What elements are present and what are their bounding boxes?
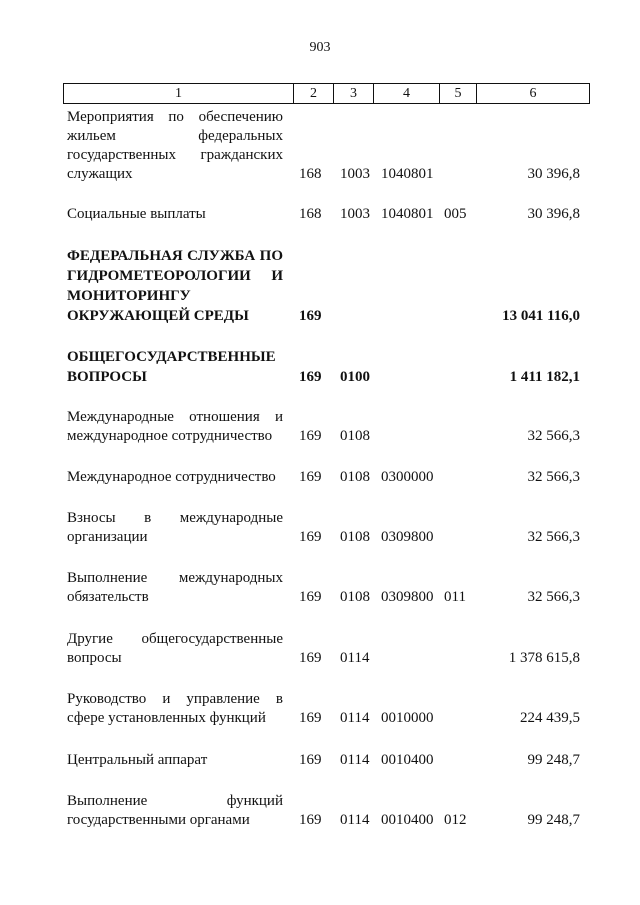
row-name: Выполнение международных обязательств — [67, 570, 283, 605]
table-row — [0, 748, 640, 770]
row-article: 1040801 — [381, 206, 434, 222]
header-col-5: 5 — [439, 84, 476, 103]
row-article: 0010400 — [381, 752, 434, 768]
row-article: 0309800 — [381, 589, 434, 605]
row-article: 0010000 — [381, 710, 434, 726]
header-col-4: 4 — [373, 84, 439, 103]
row-section: 0100 — [340, 369, 370, 385]
row-article: 0300000 — [381, 469, 434, 485]
row-section: 0108 — [340, 428, 370, 444]
header-col-2: 2 — [293, 84, 333, 103]
table-row — [0, 345, 640, 387]
row-sum: 30 396,8 — [527, 206, 580, 222]
row-code: 169 — [299, 710, 322, 726]
row-name: Выполнение функций государственными органами — [67, 793, 283, 828]
row-section: 1003 — [340, 166, 370, 182]
row-code: 169 — [299, 369, 322, 385]
row-article: 0309800 — [381, 529, 434, 545]
row-name: Международное сотрудничество — [67, 469, 276, 485]
row-code: 168 — [299, 166, 322, 182]
row-sum: 1 411 182,1 — [509, 369, 580, 385]
row-sum: 30 396,8 — [527, 166, 580, 182]
row-sum: 1 378 615,8 — [508, 650, 580, 666]
row-section: 0114 — [340, 650, 370, 666]
row-sum: 32 566,3 — [527, 428, 580, 444]
row-code: 169 — [299, 589, 322, 605]
row-sum: 224 439,5 — [520, 710, 580, 726]
row-section: 0114 — [340, 752, 370, 768]
table-row — [0, 250, 640, 326]
row-section: 0114 — [340, 710, 370, 726]
row-sum: 99 248,7 — [527, 752, 580, 768]
row-article: 0010400 — [381, 812, 434, 828]
row-expense: 012 — [444, 812, 467, 828]
table-row — [0, 200, 640, 224]
page-number: 903 — [309, 40, 331, 55]
row-code: 169 — [299, 650, 322, 666]
table-row — [0, 508, 640, 547]
row-sum: 13 041 116,0 — [502, 308, 580, 324]
row-name: Руководство и управление в сфере установленных функций — [67, 691, 283, 726]
row-code: 168 — [299, 206, 322, 222]
row-name: ФЕДЕРАЛЬНАЯ СЛУЖБА ПО ГИДРОМЕТЕОРОЛОГИИ И МОНИТОРИНГУ ОКРУЖАЮЩЕЙ СРЕДЫ — [67, 248, 283, 324]
table-row — [0, 465, 640, 487]
row-name: Мероприятия по обеспечению жильем федеральных государственных гражданских служащих — [67, 109, 283, 182]
table-row — [0, 629, 640, 668]
row-section: 0108 — [340, 589, 370, 605]
table-row — [0, 568, 640, 607]
row-code: 169 — [299, 529, 322, 545]
row-sum: 32 566,3 — [527, 529, 580, 545]
header-col-3: 3 — [333, 84, 373, 103]
table-row — [0, 689, 640, 728]
row-section: 0108 — [340, 469, 370, 485]
row-section: 0114 — [340, 812, 370, 828]
row-code: 169 — [299, 308, 322, 324]
row-section: 1003 — [340, 206, 370, 222]
row-name: Социальные выплаты — [67, 206, 206, 222]
table-row — [0, 791, 640, 830]
row-expense: 011 — [444, 589, 466, 605]
row-sum: 99 248,7 — [527, 812, 580, 828]
row-code: 169 — [299, 812, 322, 828]
row-code: 169 — [299, 469, 322, 485]
row-expense: 005 — [444, 206, 467, 222]
row-code: 169 — [299, 428, 322, 444]
row-sum: 32 566,3 — [527, 469, 580, 485]
row-sum: 32 566,3 — [527, 589, 580, 605]
row-section: 0108 — [340, 529, 370, 545]
table-row — [0, 407, 640, 446]
row-name: Взносы в международные организации — [67, 510, 283, 545]
row-name: Международные отношения и международное сотрудничество — [67, 409, 283, 444]
row-name: Центральный аппарат — [67, 752, 208, 768]
row-name: Другие общегосударственные вопросы — [67, 631, 283, 666]
table-row — [0, 100, 640, 184]
row-article: 1040801 — [381, 166, 434, 182]
row-name: ОБЩЕГОСУДАРСТВЕННЫЕ ВОПРОСЫ — [67, 349, 276, 385]
header-col-1: 1 — [175, 86, 182, 101]
row-code: 169 — [299, 752, 322, 768]
header-col-6: 6 — [476, 84, 589, 103]
